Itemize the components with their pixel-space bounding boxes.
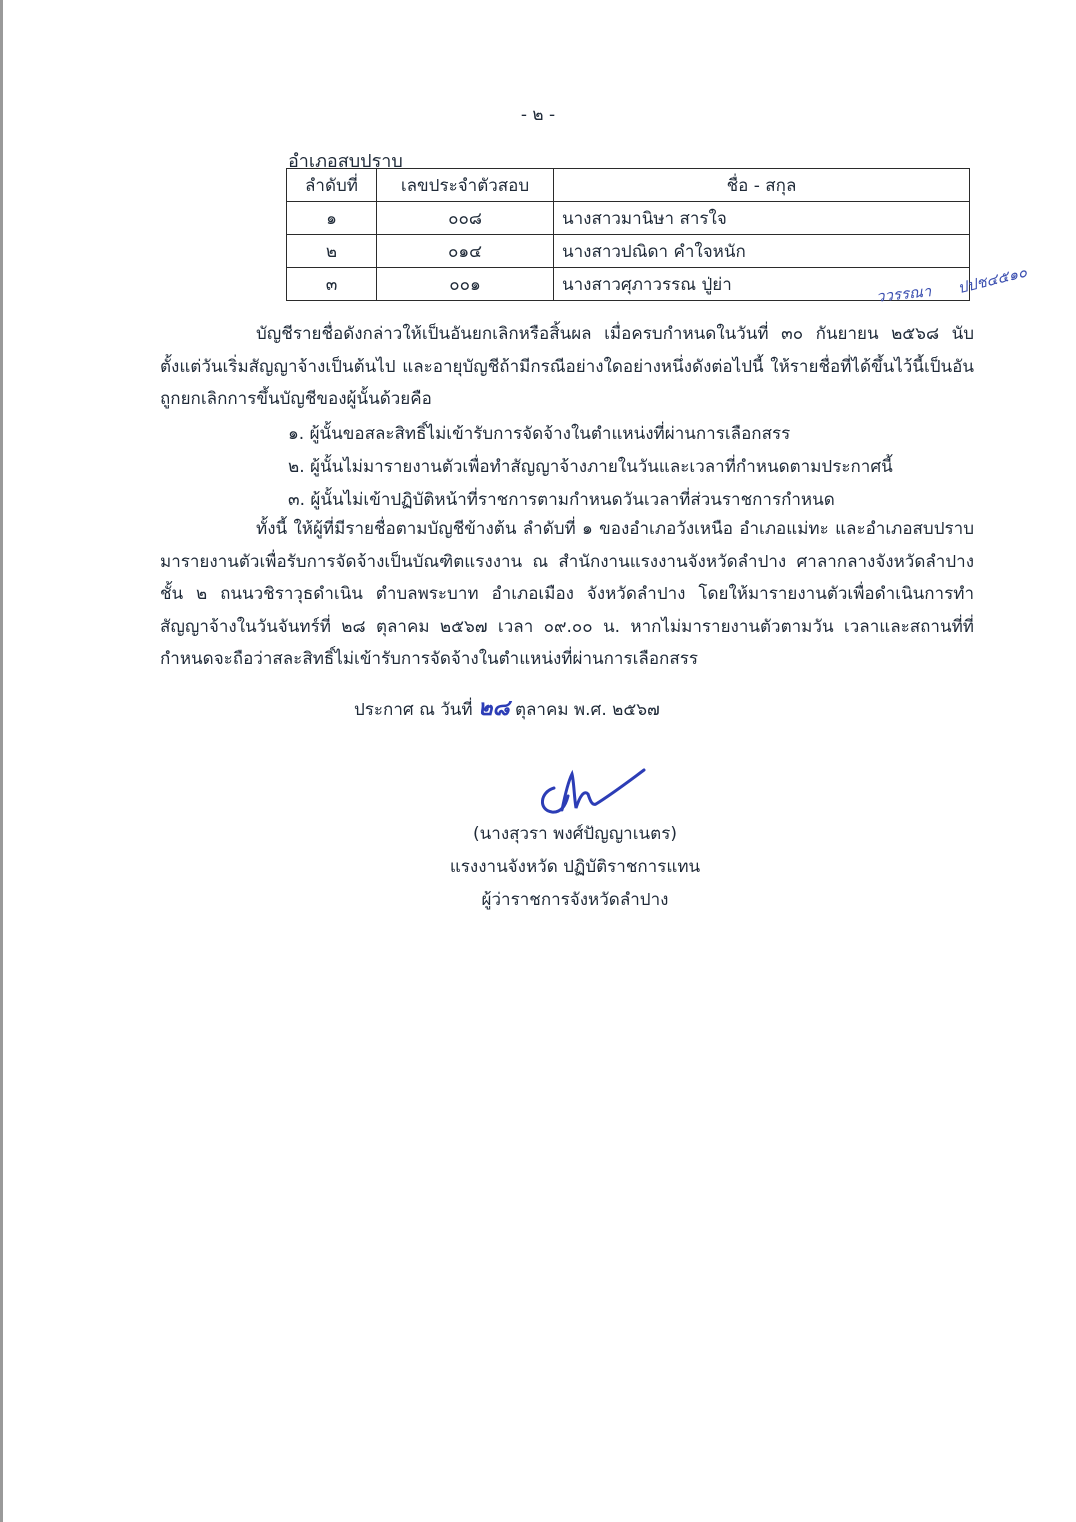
validity-text: บัญชีรายชื่อดังกล่าวให้เป็นอันยกเลิกหรือสิ้นผล เมื่อครบกำหนดในวันที่ ๓๐ กันยายน ๒๕๖๘ นับตั้งแต่วันเริ่มสัญญาจ้างเป็นต้นไป และอายุบัญชีถ้ามีกรณีอย่างใดอย่างหนึ่งดังต่อไปนี้ ให้รายชื่อที่ได้ขึ้นไว้นี้เป็นอันถูกยกเลิกการขึ้นบัญชีของผู้นั้นด้วยคือ xyxy=(160,324,974,409)
handwritten-note: ววรรณา xyxy=(875,282,933,306)
reporting-text: ทั้งนี้ ให้ผู้ที่มีรายชื่อตามบัญชีข้างต้น ลำดับที่ ๑ ของอำเภอวังเหนือ อำเภอแม่ทะ และอำเภอสบปราบ มารายงานตัวเพื่อรับการจัดจ้างเป็นบัณฑิตแรงงาน ณ สำนักงานแรงงานจังหวัดลำปาง ศาลากลางจังหวัดลำปาง ชั้น ๒ ถนนวชิราวุธดำเนิน ตำบลพระบาท อำเภอเมือง จังหวัดลำปาง โดยให้มารายงานตัวเพื่อดำเนินการทำสัญญาจ้างในวันจันทร์ที่ ๒๘ ตุลาคม ๒๕๖๗ เวลา ๐๙.๐๐ น. หากไม่มารายงานตัวตามวัน เวลาและสถานที่ที่กำหนดจะถือว่าสละสิทธิ์ไม่เข้ารับการจัดจ้างในตำแหน่งที่ผ่านการเลือกสรร xyxy=(160,519,974,669)
header-full-name: ชื่อ - สกุล xyxy=(554,169,970,202)
table-row xyxy=(287,268,970,301)
row-exam-id: ๐๐๑ xyxy=(377,268,554,301)
district-heading: อำเภอสบปราบ xyxy=(288,151,403,172)
row-full-name: นางสาวศุภาวรรณ ปู่ย่า xyxy=(554,268,970,301)
row-exam-id: ๐๐๘ xyxy=(377,202,554,235)
signature-image xyxy=(532,760,652,820)
row-order: ๑ xyxy=(287,202,377,235)
condition-item: ๓. ผู้นั้นไม่เข้าปฏิบัติหน้าที่ราชการตามกำหนดวันเวลาที่ส่วนราชการกำหนด xyxy=(288,490,835,510)
table-row xyxy=(287,202,970,235)
validity-paragraph xyxy=(160,318,974,416)
row-exam-id: ๐๑๔ xyxy=(377,235,554,268)
reporting-paragraph xyxy=(160,513,974,676)
signatory-on-behalf: ผู้ว่าราชการจังหวัดลำปาง xyxy=(481,890,669,910)
page-number: - ๒ - xyxy=(520,105,556,125)
condition-item: ๒. ผู้นั้นไม่มารายงานตัวเพื่อทำสัญญาจ้างภายในวันและเวลาที่กำหนดตามประกาศนี้ xyxy=(288,457,893,477)
signatory-name: (นางสุวรา พงศ์ปัญญาเนตร) xyxy=(473,824,677,844)
row-full-name: นางสาวมานิษา สารใจ xyxy=(554,202,970,235)
header-order: ลำดับที่ xyxy=(287,169,377,202)
page-left-edge xyxy=(0,0,3,1522)
announcement-suffix: ตุลาคม พ.ศ. ๒๕๖๗ xyxy=(514,700,660,720)
conditions-list xyxy=(288,418,978,517)
row-order: ๒ xyxy=(287,235,377,268)
announcement-day: ๒๘ xyxy=(478,695,510,721)
signatory-position: แรงงานจังหวัด ปฏิบัติราชการแทน xyxy=(449,857,701,877)
condition-item: ๑. ผู้นั้นขอสละสิทธิ์ไม่เข้ารับการจัดจ้างในตำแหน่งที่ผ่านการเลือกสรร xyxy=(288,424,791,444)
row-full-name: นางสาวปณิดา คำใจหนัก xyxy=(554,235,970,268)
handwritten-note: ปปช๔๕๑๐ xyxy=(955,262,1029,298)
announcement-date xyxy=(354,690,660,725)
header-exam-id: เลขประจำตัวสอบ xyxy=(377,169,554,202)
candidate-table xyxy=(286,168,970,301)
table-header-row xyxy=(287,169,970,202)
signatory-block xyxy=(410,818,740,917)
row-order: ๓ xyxy=(287,268,377,301)
announcement-prefix: ประกาศ ณ วันที่ xyxy=(354,700,473,720)
table-row xyxy=(287,235,970,268)
